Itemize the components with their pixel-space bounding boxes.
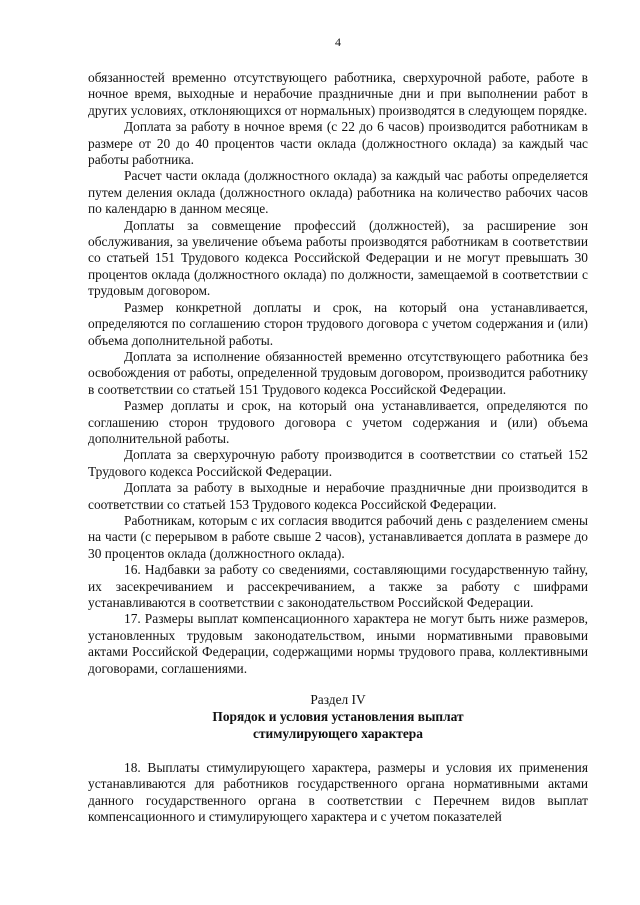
- section-title-line-1: Порядок и условия установления выплат: [212, 709, 464, 725]
- closing-paragraph: 18. Выплаты стимулирующего характера, размеры и условия их применения устанавливаются для работников государственного органа нормативными актами данного государственного органа в соответствии с Перечнем видов выплат компенсационного и стимулирующего характера и с учетом показателей: [88, 760, 588, 825]
- section-label: Раздел IV: [310, 692, 366, 708]
- paragraph-3: Расчет части оклада (должностного оклада) за каждый час работы определяется путем деления оклада (должностного оклада) работника на количество рабочих часов по календарю в данном месяце.: [88, 168, 588, 217]
- paragraph-9: Доплата за работу в выходные и нерабочие праздничные дни производится в соответствии со статьей 153 Трудового кодекса Российской Федерации.: [88, 480, 588, 512]
- paragraph-7: Размер доплаты и срок, на который она устанавливается, определяются по соглашению сторон трудового договора с учетом содержания и (или) объема дополнительной работы.: [88, 398, 588, 446]
- paragraph-1: обязанностей временно отсутствующего работника, сверхурочной работе, работе в ночное время, выходные и нерабочие праздничные дни и при выполнении работ в других условиях, отклоняющихся от нормальных) производятся в следующем порядке.: [88, 70, 588, 118]
- page-number: 4: [335, 35, 341, 49]
- paragraph-6: Доплата за исполнение обязанностей временно отсутствующего работника без освобождения от работы, определенной трудовым договором, производится работнику в соответствии со статьей 151 Трудового кодекса Российской Федерации.: [88, 348, 588, 397]
- paragraph-4: Доплаты за совмещение профессий (должностей), за расширение зон обслуживания, за увеличение объема работы производятся работникам в соответствии со статьей 151 Трудового кодекса Российской Федерации и не могут превышать 30 процентов оклада (должностного оклада) по должности, замещаемой в соответствии с трудовым договором.: [88, 217, 588, 299]
- section-heading: [88, 691, 588, 742]
- paragraph-11: 16. Надбавки за работу со сведениями, составляющими государственную тайну, их засекречиванием и рассекречиванием, а также за работу с шифрами устанавливаются в соответствии с законодательством Российской Федерации.: [88, 562, 588, 610]
- paragraph-8: Доплата за сверхурочную работу производится в соответствии со статьей 152 Трудового кодекса Российской Федерации.: [88, 447, 588, 479]
- section-title-line-2: стимулирующего характера: [253, 726, 423, 742]
- paragraph-10: Работникам, которым с их согласия вводится рабочий день с разделением смены на части (с перерывом в работе свыше 2 часов), устанавливается доплата в размере до 30 процентов оклада (должностного оклада).: [88, 512, 588, 561]
- paragraph-5: Размер конкретной доплаты и срок, на который она устанавливается, определяются по соглашению сторон трудового договора с учетом содержания и (или) объема дополнительной работы.: [88, 299, 588, 348]
- paragraph-12: 17. Размеры выплат компенсационного характера не могут быть ниже размеров, установленных трудовым законодательством, иными нормативными правовыми актами Российской Федерации, содержащими нормы трудового права, коллективными договорами, соглашениями.: [88, 611, 588, 676]
- paragraph-2: Доплата за работу в ночное время (с 22 до 6 часов) производится работникам в размере от 20 до 40 процентов части оклада (должностного оклада) за каждый час работы работника.: [88, 119, 588, 168]
- body-text: [88, 70, 588, 677]
